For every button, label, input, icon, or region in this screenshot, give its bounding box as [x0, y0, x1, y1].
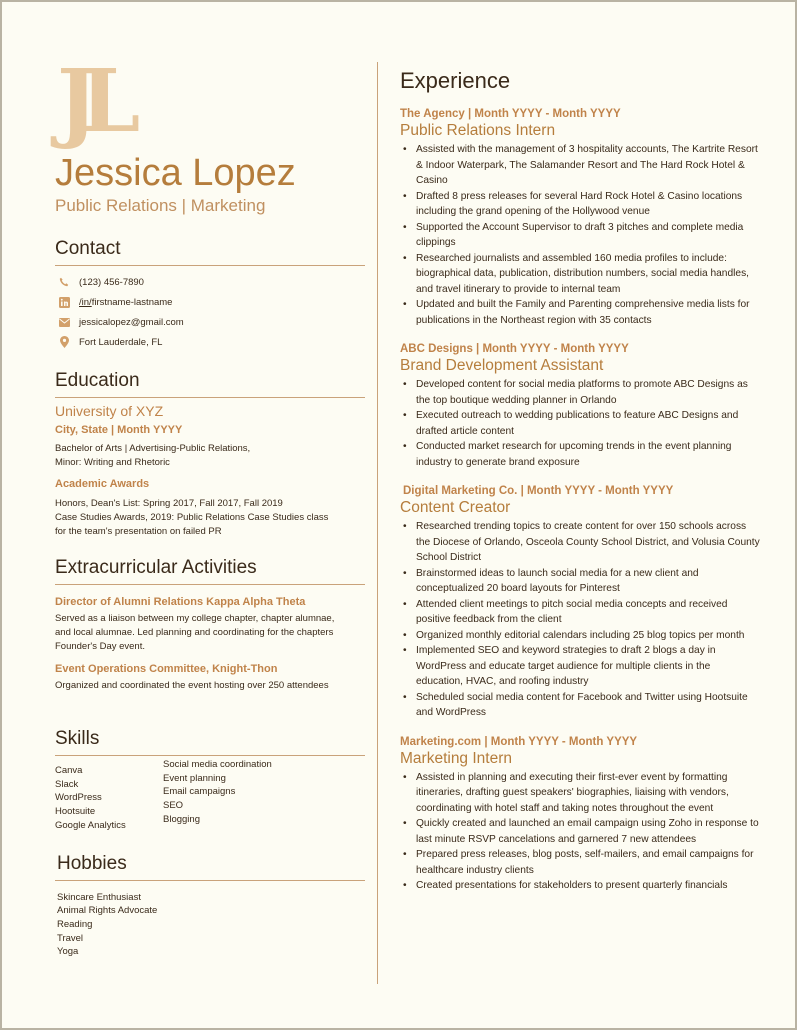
contact-section	[55, 238, 365, 352]
activity-desc-1-line-3: Founder's Day event.	[55, 641, 145, 652]
contact-email[interactable]	[55, 312, 365, 332]
hobbies-list	[55, 891, 365, 960]
job-role: Public Relations Intern	[400, 122, 556, 139]
school-name: University of XYZ	[55, 403, 164, 419]
linkedin-icon	[57, 296, 71, 308]
job-entry	[400, 485, 760, 721]
education-section	[55, 370, 365, 539]
job-role: Marketing Intern	[400, 749, 512, 767]
job-bullet: • Executed outreach to wedding publications to feature ABC Designs and drafted article content	[416, 408, 760, 439]
academic-awards	[55, 497, 365, 539]
job-bullet: • Scheduled social media content for Facebook and Twitter using Hootsuite and WordPress	[416, 690, 760, 721]
skills-tools-list	[55, 764, 163, 833]
skill-item: WordPress	[55, 792, 102, 804]
degree	[55, 442, 365, 470]
skill-item: Canva	[55, 765, 83, 776]
location-pin-icon	[57, 336, 71, 348]
academic-awards-title: Academic Awards	[55, 478, 150, 490]
degree-line-2: Minor: Writing and Rhetoric	[55, 457, 170, 468]
job-bullet: • Drafted 8 press releases for several Hard Rock Hotel & Casino locations including the grand opening of the Hollywood venue	[416, 189, 760, 220]
activity-desc-2: Organized and coordinated the event hosting over 250 attendees	[55, 680, 329, 691]
school-location-date: City, State | Month YYYY	[55, 424, 183, 436]
contact-linkedin[interactable]	[55, 292, 365, 312]
experience-title: Experience	[400, 68, 511, 93]
job-bullet: • Brainstormed ideas to launch social media for a new client and conceptualized 20 board layouts for Pinterest	[416, 566, 760, 597]
skills-title: Skills	[55, 728, 365, 756]
email-icon	[57, 316, 71, 328]
hobbies-section	[55, 853, 365, 960]
awards-line-1: Honors, Dean's List: Spring 2017, Fall 2017, Fall 2019	[55, 498, 283, 509]
job-bullet: • Conducted market research for upcoming trends in the event planning industry to generate brand exposure	[416, 439, 760, 470]
job-bullets	[400, 142, 760, 328]
job-bullet: • Researched trending topics to create content for over 150 schools across the Diocese of Orlando, Osceola County School District, and Volusia County School District	[416, 519, 760, 566]
skill-item: Google Analytics	[55, 819, 126, 831]
job-org-date: Marketing.com | Month YYYY - Month YYYY	[400, 735, 638, 748]
skill-item: Event planning	[163, 772, 226, 784]
phone-icon	[57, 276, 71, 288]
job-role: Brand Development Assistant	[400, 357, 604, 374]
column-divider	[377, 62, 378, 984]
job-bullet: • Created presentations for stakeholders to present quarterly financials	[416, 878, 760, 894]
hobby-item: Skincare Enthusiast	[57, 891, 141, 903]
job-bullet: • Implemented SEO and keyword strategies to draft 2 blogs a day in WordPress and educate target audience for multiple clients in the education, HVAC, and roofing industry	[416, 643, 760, 690]
job-bullet: • Quickly created and launched an email campaign using Zoho in response to last minute RSVP cancelations and garnered 7 new attendees	[416, 816, 760, 847]
skill-item: Slack	[55, 778, 79, 790]
extracurricular-section	[55, 557, 365, 693]
hobby-item: Animal Rights Advocate	[57, 905, 158, 917]
awards-line-2: Case Studies Awards, 2019: Public Relations Case Studies class	[55, 512, 329, 523]
location-text: Fort Lauderdale, FL	[79, 336, 163, 348]
hobbies-title: Hobbies	[55, 853, 365, 881]
job-bullets	[400, 377, 760, 470]
job-org-date: The Agency | Month YYYY - Month YYYY	[400, 108, 621, 120]
skills-competencies-list	[163, 758, 272, 833]
job-entry	[400, 108, 760, 328]
skill-item: Blogging	[163, 813, 200, 825]
activity-role-2: Event Operations Committee, Knight-Thon	[55, 663, 278, 675]
candidate-tagline: Public Relations | Marketing	[55, 196, 266, 215]
job-entry	[400, 343, 760, 470]
job-bullet: • Updated and built the Family and Parenting comprehensive media lists for publications in the Northeast region with 35 contacts	[416, 297, 760, 328]
hobby-item: Travel	[57, 932, 84, 944]
job-bullet: • Supported the Account Supervisor to draft 3 pitches and complete media clippings	[416, 220, 760, 251]
job-org-date: Digital Marketing Co. | Month YYYY - Month YYYY	[403, 485, 674, 497]
monogram-logo: JL	[57, 51, 123, 152]
job-bullet: • Organized monthly editorial calendars including 25 blog topics per month	[416, 628, 760, 644]
job-bullets	[400, 770, 760, 894]
job-bullet: • Attended client meetings to pitch social media concepts and received positive feedback from the client	[416, 597, 760, 628]
education-title: Education	[55, 370, 365, 398]
extracurricular-title: Extracurricular Activities	[55, 557, 365, 585]
job-bullet: • Researched journalists and assembled 160 media profiles to include: biographical data, publication, distribution numbers, social media handles, and travel itinerary to provide to internal team	[416, 251, 760, 298]
contact-title: Contact	[55, 238, 365, 266]
hobby-item: Yoga	[57, 946, 79, 958]
skill-item: Email campaigns	[163, 786, 236, 798]
hobby-item: Reading	[57, 918, 93, 930]
job-role: Content Creator	[400, 499, 511, 516]
awards-line-3: for the team's presentation on failed PR	[55, 526, 222, 537]
skill-item: Social media coordination	[163, 759, 272, 770]
linkedin-prefix[interactable]: /in/	[79, 296, 92, 308]
activity-role-1: Director of Alumni Relations Kappa Alpha Theta	[55, 596, 306, 608]
skill-item: Hootsuite	[55, 806, 96, 818]
job-bullet: • Developed content for social media platforms to promote ABC Designs as the top boutique wedding planner in Orlando	[416, 377, 760, 408]
job-bullet: • Assisted in planning and executing their first-ever event by formatting itineraries, drafting guest speakers' biographies, liaising with vendors, coordinating with hotel staff and taking notes throughout the event	[416, 770, 760, 817]
email-text[interactable]: jessicalopez@gmail.com	[79, 316, 184, 328]
degree-line-1: Bachelor of Arts | Advertising-Public Relations,	[55, 443, 251, 454]
activity-desc-1-line-1: Served as a liaison between my college chapter, chapter alumnae,	[55, 613, 335, 624]
job-bullet: • Prepared press releases, blog posts, self-mailers, and email campaigns for healthcare industry clients	[416, 847, 760, 878]
skills-section	[55, 728, 365, 833]
skill-item: SEO	[163, 800, 184, 812]
contact-location	[55, 332, 365, 352]
linkedin-text[interactable]: firstname-lastname	[91, 296, 173, 308]
candidate-name: Jessica Lopez	[55, 152, 296, 194]
left-column	[55, 51, 365, 959]
activity-desc-1-line-2: and local alumnae. Led planning and coordinating for the chapters	[55, 627, 334, 638]
job-org-date: ABC Designs | Month YYYY - Month YYYY	[400, 343, 629, 355]
phone-text: (123) 456-7890	[79, 276, 144, 288]
contact-phone	[55, 272, 365, 292]
experience-section	[400, 68, 760, 909]
job-entry	[400, 736, 760, 894]
activity-desc-1	[55, 612, 365, 654]
job-bullets	[400, 519, 760, 721]
job-bullet: • Assisted with the management of 3 hospitality accounts, The Kartrite Resort & Indoor Waterpark, The Salamander Resort and The Hard Rock Hotel & Casino	[416, 142, 760, 189]
